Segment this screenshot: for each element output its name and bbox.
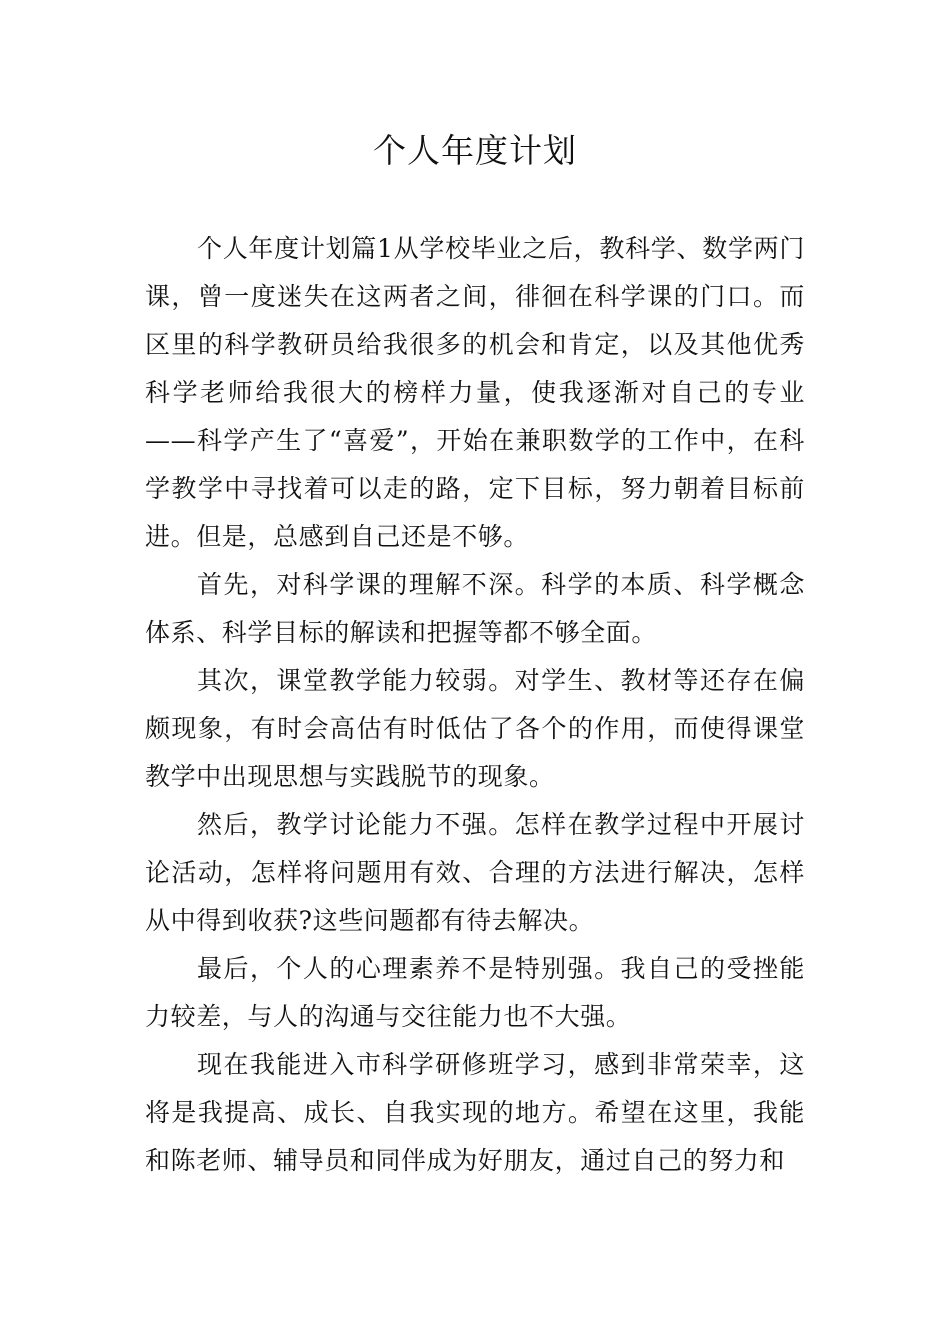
paragraph-fourth-point: 最后，个人的心理素养不是特别强。我自己的受挫能力较差，与人的沟通与交往能力也不大强。 (145, 954, 805, 1031)
paragraph-third-point: 然后，教学讨论能力不强。怎样在教学过程中开展讨论活动，怎样将问题用有效、合理的方法进行解决，怎样从中得到收获?这些问题都有待去解决。 (145, 810, 805, 935)
document-body (145, 225, 805, 1185)
document-title: 个人年度计划 (373, 131, 577, 170)
paragraph-intro: 个人年度计划篇1从学校毕业之后，教科学、数学两门课，曾一度迷失在这两者之间，徘徊在科学课的门口。而区里的科学教研员给我很多的机会和肯定，以及其他优秀科学老师给我很大的榜样力量，使我逐渐对自己的专业——科学产生了“喜爱”，开始在兼职数学的工作中，在科学教学中寻找着可以走的路，定下目标，努力朝着目标前进。但是，总感到自己还是不够。 (145, 234, 805, 551)
paragraph-second-point: 其次，课堂教学能力较弱。对学生、教材等还存在偏颇现象，有时会高估有时低估了各个的作用，而使得课堂教学中出现思想与实践脱节的现象。 (145, 666, 805, 791)
paragraph-closing: 现在我能进入市科学研修班学习，感到非常荣幸，这将是我提高、成长、自我实现的地方。希望在这里，我能和陈老师、辅导员和同伴成为好朋友，通过自己的努力和 (145, 1050, 805, 1175)
paragraph-first-point: 首先，对科学课的理解不深。科学的本质、科学概念体系、科学目标的解读和把握等都不够全面。 (145, 570, 805, 647)
